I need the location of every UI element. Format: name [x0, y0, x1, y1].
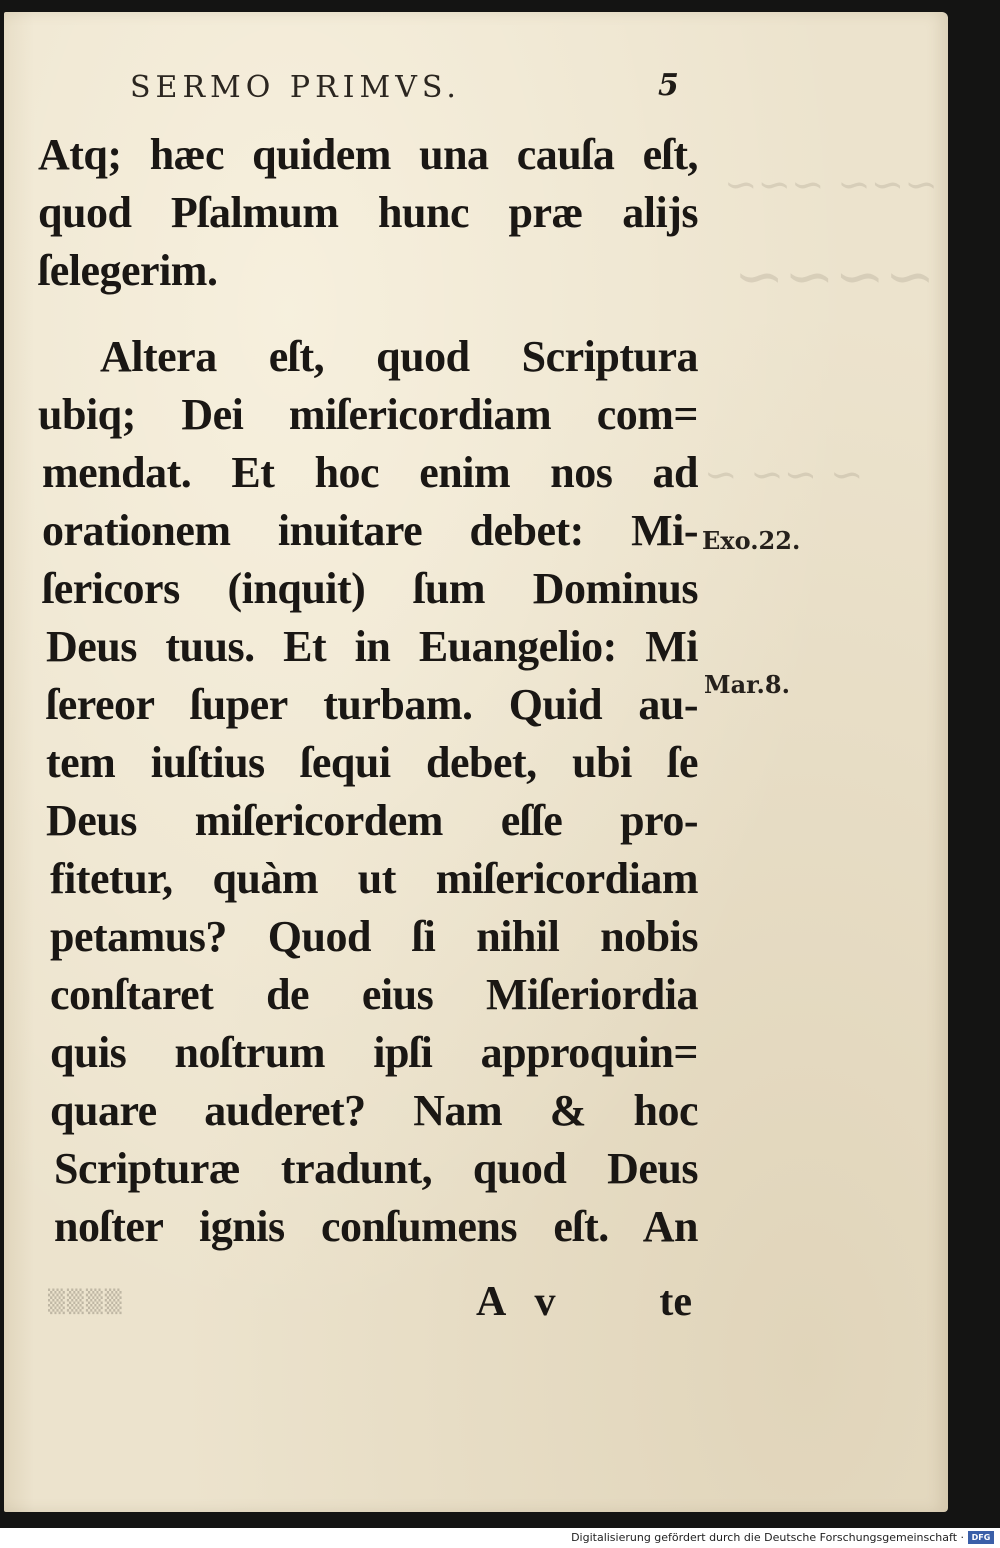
book-page — [4, 12, 948, 1512]
running-title: SERMO PRIMVS. — [130, 70, 461, 105]
page-number: 5 — [658, 68, 679, 103]
text-line: conſtaret de eius Miſeriordia — [50, 970, 698, 1019]
show-through-ink: ~~~ ~~~ — [724, 162, 938, 208]
text-line: fitetur, quàm ut miſericordiam — [50, 854, 698, 903]
text-line: Altera eſt, quod Scriptura — [100, 332, 698, 381]
running-head — [130, 70, 690, 112]
text-line: Atq; hæc quidem una cauſa eſt, — [38, 130, 698, 179]
signature-mark: A v — [476, 1279, 566, 1325]
text-line: ſereor ſuper turbam. Quid au- — [46, 680, 698, 729]
text-line: quare auderet? Nam & hoc — [50, 1086, 698, 1135]
text-line: mendat. Et hoc enim nos ad — [42, 448, 698, 497]
footer-bar — [0, 1528, 1000, 1548]
text-line: quod Pſalmum hunc præ alijs — [38, 188, 698, 237]
text-line: ſelegerim. — [38, 246, 218, 295]
margin-note-exodus: Exo.22. — [702, 526, 801, 555]
text-line: Scripturæ tradunt, quod Deus — [54, 1144, 698, 1193]
text-line: ubiq; Dei miſericordiam com= — [38, 390, 698, 439]
text-line: petamus? Quod ſi nihil nobis — [50, 912, 698, 961]
faint-stamp: ▒▒▒▒ — [48, 1290, 124, 1315]
catchword: te — [659, 1279, 692, 1325]
text-line: orationem inuitare debet: Mi- — [42, 506, 698, 555]
margin-note-mark: Mar.8. — [704, 670, 790, 699]
text-line: tem iuſtius ſequi debet, ubi ſe — [46, 738, 698, 787]
body-text — [38, 126, 698, 1256]
show-through-ink: ~~~~ — [734, 242, 936, 312]
text-line: Deus tuus. Et in Euangelio: Mi — [46, 622, 698, 671]
text-line: ſericors (inquit) ſum Dominus — [42, 564, 698, 613]
show-through-ink: ~ ~~ ~ — [704, 452, 864, 498]
signature-line — [476, 1278, 696, 1336]
text-line: Deus miſericordem eſſe pro- — [46, 796, 698, 845]
text-line: quis noſtrum ipſi approquin= — [50, 1028, 698, 1077]
dfg-logo-icon: DFG — [968, 1531, 994, 1544]
footer-credit: Digitalisierung gefördert durch die Deutsche Forschungsgemeinschaft · — [571, 1531, 964, 1544]
text-line: noſter ignis conſumens eſt. An — [54, 1202, 698, 1251]
